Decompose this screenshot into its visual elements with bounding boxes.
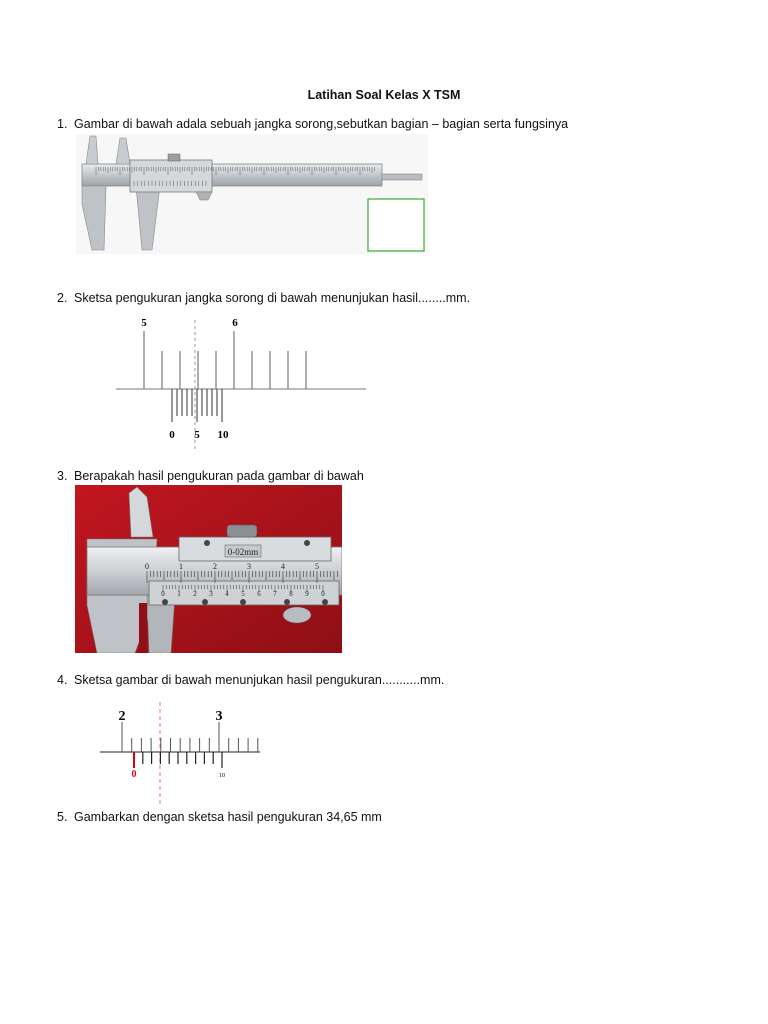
main-scale-label: 5 — [141, 317, 147, 329]
vernier-sketch-2 — [110, 312, 372, 452]
page-title: Latihan Soal Kelas X TSM — [307, 88, 461, 102]
vernier-scale-ticks — [172, 389, 222, 422]
question-text: Gambar di bawah adala sebuah jangka sorong,sebutkan bagian – bagian serta fungsinya — [74, 117, 569, 131]
highlight-box — [368, 199, 424, 251]
question-text: Sketsa gambar di bawah menunjukan hasil pengukuran...........mm. — [74, 673, 445, 687]
vernier-scale-label: 4 — [225, 590, 229, 598]
vernier-scale-label: 0 — [169, 429, 175, 441]
main-scale-label: 4 — [281, 562, 285, 571]
vernier-scale-label: 8 — [289, 590, 293, 598]
vernier-scale-label: 7 — [273, 590, 277, 598]
question-text: Sketsa pengukuran jangka sorong di bawah menunjukan hasil........mm. — [74, 291, 471, 305]
main-scale-label: 0 — [145, 562, 149, 571]
question-number: 4. — [57, 673, 68, 687]
sketch-4-drawing — [96, 700, 266, 806]
question-text: Gambarkan dengan sketsa hasil pengukuran 34,65 mm — [74, 810, 382, 824]
vernier-scale-label: 5 — [194, 429, 200, 441]
vernier-zero-label: 0 — [131, 769, 137, 780]
vernier-scale-label: 1 — [177, 590, 181, 598]
main-scale-ticks — [122, 722, 258, 752]
vernier-scale-label: 9 — [305, 590, 309, 598]
main-scale-label: 5 — [315, 562, 319, 571]
caliper-drawing — [76, 134, 428, 254]
vernier-scale-ticks — [134, 752, 222, 768]
question-number: 1. — [57, 117, 68, 131]
question-number: 3. — [57, 469, 68, 483]
precision-badge: 0-02mm — [227, 547, 259, 557]
main-scale-label: 1 — [179, 562, 183, 571]
sketch-2-drawing — [110, 312, 372, 452]
question-2 — [57, 291, 470, 305]
main-scale-label: 2 — [118, 709, 126, 724]
photo-3-drawing — [75, 485, 342, 653]
main-scale-label: 2 — [213, 562, 217, 571]
vernier-scale-label: 6 — [257, 590, 261, 598]
main-scale-ticks — [144, 331, 306, 389]
vernier-scale-label: 10 — [219, 773, 225, 779]
vernier-scale-label: 5 — [241, 590, 245, 598]
vernier-scale-label: 3 — [209, 590, 213, 598]
vernier-caliper-photo — [76, 134, 428, 254]
question-text: Berapakah hasil pengukuran pada gambar di bawah — [74, 469, 364, 483]
question-number: 2. — [57, 291, 68, 305]
question-5 — [57, 810, 382, 824]
question-1 — [57, 117, 568, 131]
main-scale-label: 6 — [232, 317, 238, 329]
main-scale-label: 3 — [247, 562, 251, 571]
vernier-scale-label: 2 — [193, 590, 197, 598]
vernier-scale-label: 0 — [161, 590, 165, 598]
question-3 — [57, 469, 364, 483]
vernier-sketch-4 — [96, 700, 266, 806]
question-4 — [57, 673, 444, 687]
vernier-scale-label: 0 — [321, 590, 325, 598]
main-scale-label: 3 — [215, 709, 223, 724]
question-number: 5. — [57, 810, 68, 824]
caliper-measurement-photo — [75, 485, 342, 653]
vernier-scale-label: 10 — [217, 429, 229, 441]
